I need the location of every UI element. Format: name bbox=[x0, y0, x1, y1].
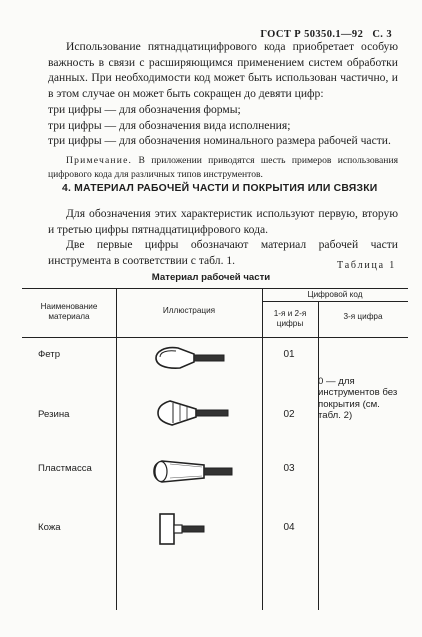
header-material-name: Наименование материала bbox=[40, 302, 98, 321]
third-digit-note: 0 — для инструментов без покрытия (см. табл. 2) bbox=[318, 376, 398, 422]
code-header-rule bbox=[262, 301, 408, 302]
table-col-rule bbox=[262, 288, 263, 610]
rubber-tool-icon bbox=[150, 393, 234, 433]
plastic-tool-icon bbox=[150, 452, 238, 492]
header-illustration: Иллюстрация bbox=[162, 306, 216, 315]
table-top-rule bbox=[22, 288, 408, 289]
table-col-rule bbox=[318, 301, 319, 610]
material-code: 01 bbox=[283, 349, 295, 360]
document-number: ГОСТ Р 50350.1—92 bbox=[260, 29, 364, 40]
header-digits-1-2: 1-я и 2-я цифры bbox=[273, 309, 307, 328]
material-name: Пластмасса bbox=[38, 463, 92, 474]
table-header-rule bbox=[22, 337, 408, 338]
paragraph-code-importance: Использование пятнадцатицифрового кода приобретает особую важность в связи с расширяющимся применением систем обработки данных. При необходимости код может быть использован частично, и в этом случае он может быть сокращен до девяти цифр: bbox=[48, 40, 398, 100]
section-heading: 4. МАТЕРИАЛ РАБОЧЕЙ ЧАСТИ И ПОКРЫТИЯ ИЛИ СВЯЗКИ bbox=[62, 183, 378, 194]
paragraph-material-digits: Две первые цифры обозначают материал рабочей части инструмента в соответствии с табл. 1. bbox=[48, 238, 398, 267]
paragraph-characteristics: Для обозначения этих характеристик используют первую, вторую и третью цифры пятнадцатицифрового кода. bbox=[48, 207, 398, 236]
material-name: Кожа bbox=[38, 522, 61, 533]
digit-list bbox=[48, 102, 398, 149]
table-col-rule bbox=[116, 288, 117, 610]
header-digit-3: 3-я цифра bbox=[343, 312, 383, 321]
list-item: три цифры — для обозначения вида исполнения; bbox=[48, 118, 291, 132]
leather-tool-icon bbox=[152, 508, 228, 548]
material-code: 02 bbox=[283, 409, 295, 420]
material-code: 04 bbox=[283, 522, 295, 533]
material-name: Резина bbox=[38, 409, 70, 420]
note-text: В приложении приводятся шесть примеров использования цифрового кода для различных типов инструментов. bbox=[48, 155, 398, 180]
felt-tool-icon bbox=[150, 340, 230, 376]
note-label: Примечание. bbox=[66, 155, 133, 166]
material-code: 03 bbox=[283, 463, 295, 474]
table-number: Таблица 1 bbox=[337, 260, 396, 271]
table-caption: Материал рабочей части bbox=[151, 272, 271, 283]
page-number: С. 3 bbox=[372, 29, 392, 40]
note bbox=[48, 154, 398, 181]
header-digit-code: Цифровой код bbox=[307, 290, 363, 299]
list-item: три цифры — для обозначения номинального размера рабочей части. bbox=[48, 134, 391, 148]
material-name: Фетр bbox=[38, 349, 61, 360]
list-item: три цифры — для обозначения формы; bbox=[48, 103, 241, 116]
